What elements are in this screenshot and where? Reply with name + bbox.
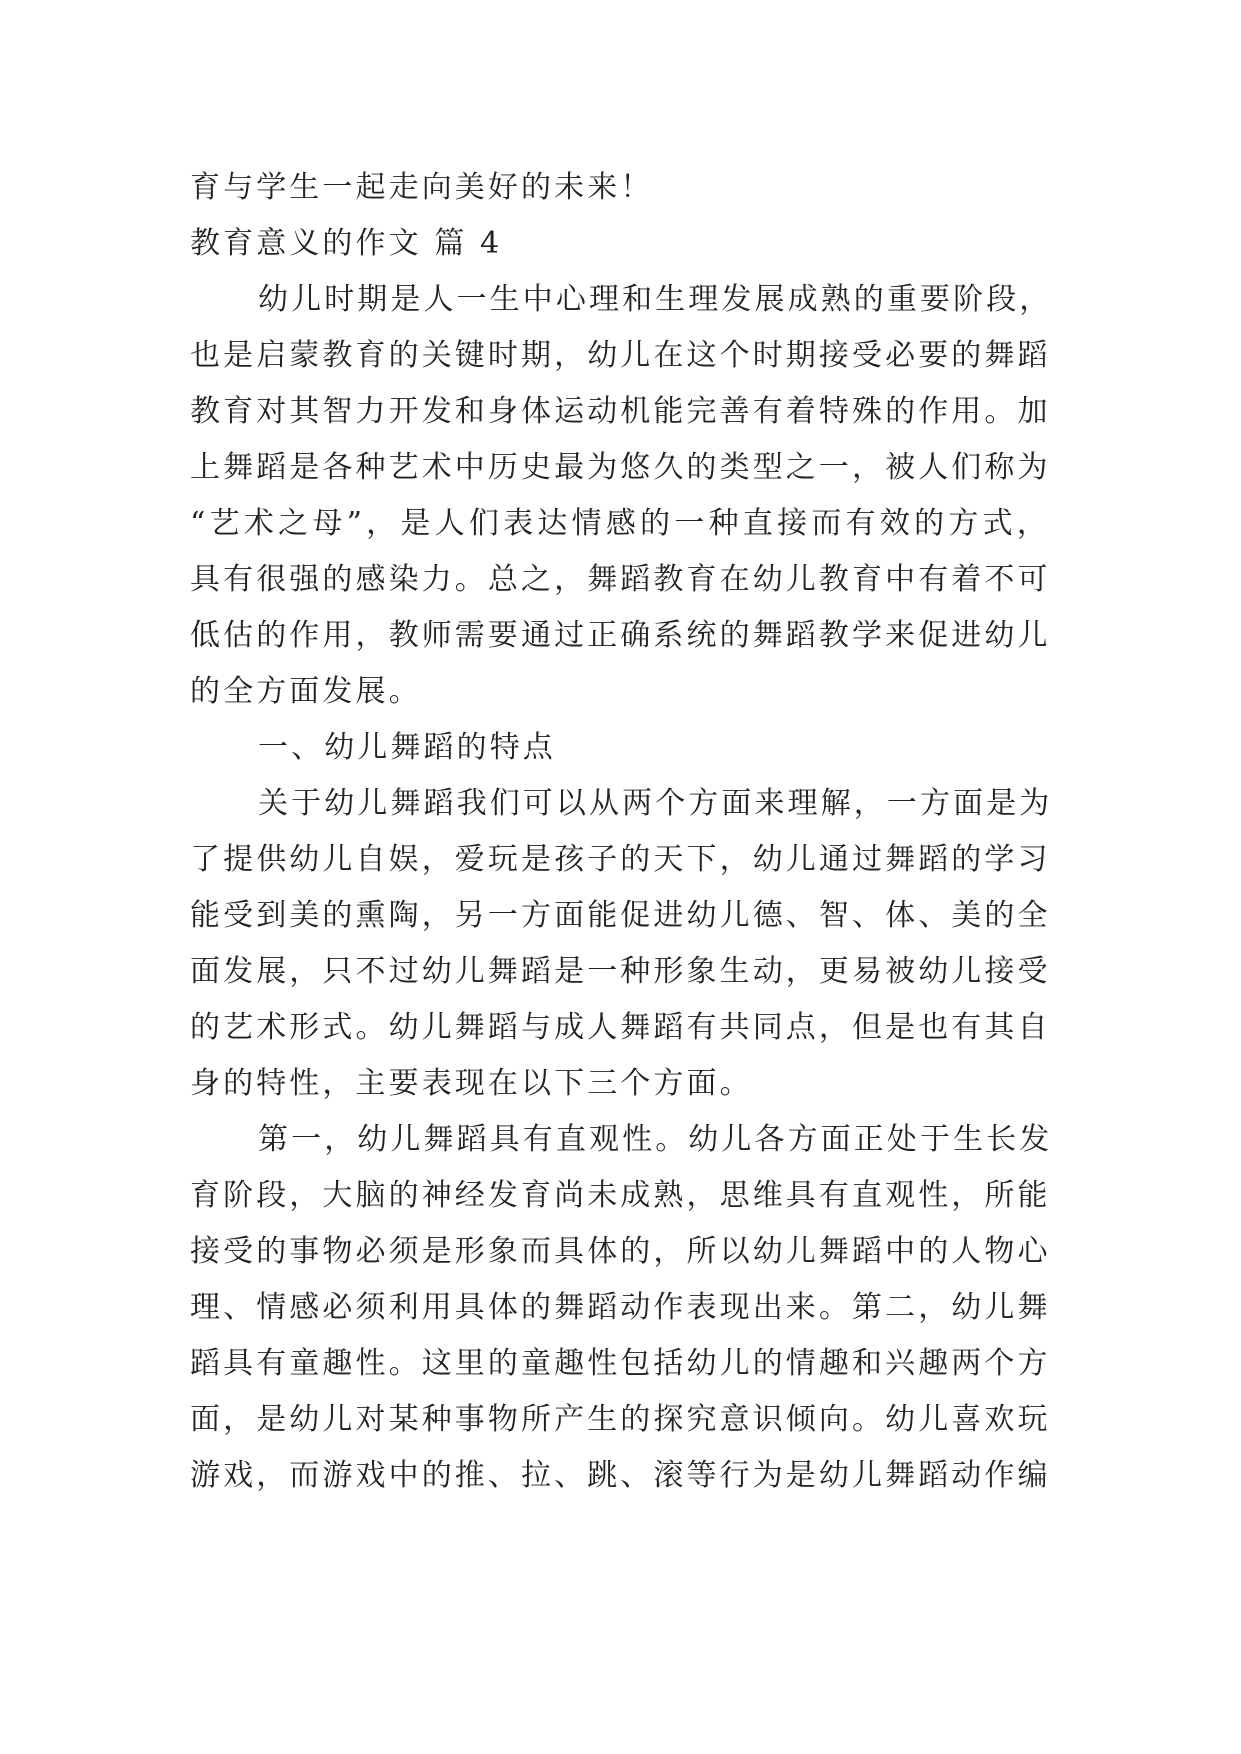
paragraph-1 [190,272,1053,720]
paragraph-line: 了提供幼儿自娱，爱玩是孩子的天下，幼儿通过舞蹈的学习 [190,842,1051,877]
subheading: 一、幼儿舞蹈的特点 [258,730,556,765]
paragraph-2 [190,776,1053,1112]
paragraph-line: 第一，幼儿舞蹈具有直观性。幼儿各方面正处于生长发 [258,1122,1053,1157]
carryover-line: 育与学生一起走向美好的未来！ [190,170,654,205]
paragraph-line: 面，是幼儿对某种事物所产生的探究意识倾向。幼儿喜欢玩 [190,1402,1051,1437]
section-title: 教育意义的作文 篇 4 [190,226,503,261]
paragraph-line: “艺术之母”，是人们表达情感的一种直接而有效的方式， [190,506,1050,541]
paragraph-line: 幼儿时期是人一生中心理和生理发展成熟的重要阶段， [258,282,1053,317]
paragraph-line: 蹈具有童趣性。这里的童趣性包括幼儿的情趣和兴趣两个方 [190,1346,1051,1381]
paragraph-line: 面发展，只不过幼儿舞蹈是一种形象生动，更易被幼儿接受 [190,954,1051,989]
paragraph-line: 接受的事物必须是形象而具体的，所以幼儿舞蹈中的人物心 [190,1234,1051,1269]
paragraph-line: 游戏，而游戏中的推、拉、跳、滚等行为是幼儿舞蹈动作编 [190,1458,1051,1493]
paragraph-line: 育阶段，大脑的神经发育尚未成熟，思维具有直观性，所能 [190,1178,1051,1213]
document-body [190,160,1053,1504]
paragraph-line: 教育对其智力开发和身体运动机能完善有着特殊的作用。加 [190,394,1051,429]
paragraph-line: 的全方面发展。 [190,674,422,709]
paragraph-line: 能受到美的熏陶，另一方面能促进幼儿德、智、体、美的全 [190,898,1051,933]
paragraph-line: 也是启蒙教育的关键时期，幼儿在这个时期接受必要的舞蹈 [190,338,1051,373]
paragraph-line: 的艺术形式。幼儿舞蹈与成人舞蹈有共同点，但是也有其自 [190,1010,1051,1045]
paragraph-line: 身的特性，主要表现在以下三个方面。 [190,1066,753,1101]
paragraph-line: 上舞蹈是各种艺术中历史最为悠久的类型之一，被人们称为 [190,450,1051,485]
paragraph-3 [190,1112,1053,1504]
paragraph-line: 具有很强的感染力。总之，舞蹈教育在幼儿教育中有着不可 [190,562,1051,597]
paragraph-line: 理、情感必须利用具体的舞蹈动作表现出来。第二，幼儿舞 [190,1290,1051,1325]
paragraph-line: 关于幼儿舞蹈我们可以从两个方面来理解，一方面是为 [258,786,1053,821]
paragraph-line: 低估的作用，教师需要通过正确系统的舞蹈教学来促进幼儿 [190,618,1051,653]
